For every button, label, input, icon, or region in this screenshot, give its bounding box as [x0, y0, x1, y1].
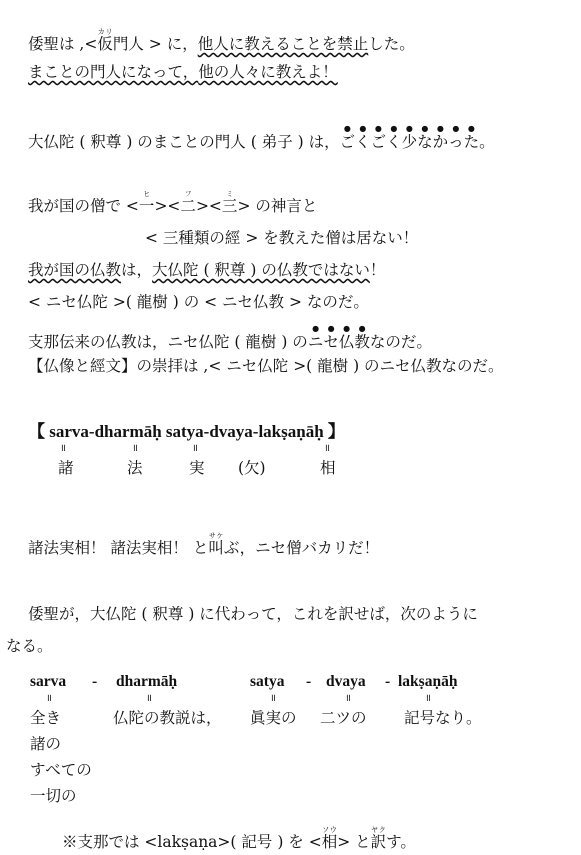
ruby-mi	[221, 190, 238, 215]
text: 大仏陀 ( 釈尊 ) のまことの門人 ( 弟子 ) は，	[28, 133, 340, 151]
equals-mark: ॥	[60, 443, 66, 454]
equals-mark: ॥	[46, 693, 52, 704]
equals-mark: ॥	[324, 443, 330, 454]
equals-mark: ॥	[345, 693, 351, 704]
sanskrit-sarva: sarva	[30, 673, 67, 690]
ruby-sake	[208, 532, 224, 557]
gloss-so: 相	[320, 459, 336, 477]
text: 支那伝来の仏教は，ニセ仏陀 ( 龍樹 ) の	[28, 333, 308, 351]
gloss-jitsu: 実	[189, 459, 205, 477]
text: ><	[195, 197, 222, 215]
line-10	[28, 532, 379, 558]
line-9	[28, 356, 504, 376]
ruby-base: 仮	[97, 35, 113, 53]
ruby-fu	[180, 190, 196, 215]
dash: -	[385, 673, 391, 690]
gloss-sho: 諸	[58, 459, 74, 477]
translation-futatsu: 二ツの	[320, 709, 367, 727]
sanskrit-text: 【 sarva-dharmāḥ satya-dvaya-lakṣaṇāḥ 】	[28, 422, 345, 441]
text: < 三種類の經 > を教えた僧は居ない！	[145, 229, 419, 247]
line-5	[145, 228, 418, 248]
sanskrit-dvaya: dvaya	[326, 673, 366, 690]
gloss-ho: 法	[127, 459, 143, 477]
text: > の神言と	[237, 197, 318, 215]
translation-shinjitsu: 眞実の	[250, 709, 297, 727]
line-2	[28, 62, 338, 82]
ruby-sou	[321, 826, 338, 851]
ruby-kari	[97, 28, 113, 53]
text: 倭聖は ,<	[28, 35, 98, 53]
ruby-hi	[138, 190, 155, 215]
text: ！	[369, 261, 386, 279]
alt-subete: すべての	[30, 761, 92, 779]
text: 門人 > に，	[112, 35, 198, 53]
underlined-phrase: 大仏陀 ( 釈尊 ) の仏教ではない	[152, 261, 370, 279]
text: 諸法実相！ 諸法実相！ と	[28, 539, 209, 557]
translation-kigou: 記号なり。	[404, 709, 482, 727]
ruby-base: 一	[138, 197, 155, 215]
sanskrit-laksanah: lakṣaṇāḥ	[398, 673, 458, 690]
sanskrit-dharmah: dharmāḥ	[116, 673, 178, 690]
text: ぶ，ニセ僧バカリだ！	[223, 539, 380, 557]
translation-buddha: 仏陀の教説は，	[113, 709, 222, 727]
text: した。	[368, 35, 415, 53]
text: < ニセ仏陀 >( 龍樹 ) の < ニセ仏教 > なのだ。	[28, 293, 369, 311]
line-8	[28, 324, 432, 352]
underlined-phrase: 他人に教えることを禁止	[197, 35, 369, 53]
line-6	[28, 260, 385, 280]
line-4	[28, 190, 317, 216]
text: ><	[154, 197, 181, 215]
text: は，	[121, 261, 153, 279]
sanskrit-line-1	[28, 422, 345, 442]
ruby-base: 叫	[208, 539, 224, 557]
alt-moromoro: 諸の	[30, 735, 62, 753]
gloss-ketsu: (欠)	[238, 459, 266, 477]
emphasis-dotted: ごくごく少なかった。	[339, 133, 495, 151]
line-1	[28, 28, 415, 54]
text: > と	[337, 833, 371, 851]
ruby-text: カリ	[97, 28, 113, 36]
ruby-base: 相	[321, 833, 338, 851]
line-11	[28, 604, 478, 624]
equals-mark: ॥	[146, 693, 152, 704]
equals-mark: ॥	[192, 443, 198, 454]
text: す。	[386, 833, 416, 851]
equals-mark: ॥	[425, 693, 431, 704]
text: 我が国の僧で <	[28, 197, 139, 215]
text: なる。	[6, 637, 53, 655]
text: 【仏像と經文】の崇拝は ,< ニセ仏陀 >( 龍樹 ) のニセ仏教なのだ。	[28, 357, 504, 375]
line-3	[28, 124, 495, 152]
dash: -	[92, 673, 98, 690]
ruby-yaku	[370, 826, 387, 851]
ruby-text: フ	[180, 190, 196, 198]
alt-issai: 一切の	[30, 787, 77, 805]
text: なのだ。	[369, 333, 432, 351]
dash: -	[306, 673, 312, 690]
ruby-base: 訳	[370, 833, 387, 851]
ruby-text: ヒ	[138, 190, 155, 198]
equals-mark: ॥	[270, 693, 276, 704]
text: ※支那では <lakṣaṇa>( 記号 ) を <	[62, 833, 322, 851]
text: 倭聖が，大仏陀 ( 釈尊 ) に代わって，これを訳せば，次のように	[28, 605, 478, 623]
ruby-text: ヤク	[370, 826, 387, 834]
underlined-phrase: 他の人々に教えよ！	[198, 63, 338, 81]
line-12	[6, 636, 53, 656]
translation-matta: 全き	[30, 709, 62, 727]
ruby-text: サケ	[208, 532, 224, 540]
emphasis-dotted: ニセ仏教	[307, 333, 370, 351]
ruby-base: 三	[221, 197, 238, 215]
equals-mark: ॥	[132, 443, 138, 454]
underlined-phrase: 我が国の仏教	[28, 261, 122, 279]
ruby-base: 二	[180, 197, 196, 215]
sanskrit-satya: satya	[250, 673, 285, 690]
underlined-phrase: まことの門人になって，	[28, 63, 199, 81]
ruby-text: ミ	[221, 190, 238, 198]
line-7	[28, 292, 369, 312]
note-line	[62, 826, 416, 852]
ruby-text: ソウ	[321, 826, 338, 834]
